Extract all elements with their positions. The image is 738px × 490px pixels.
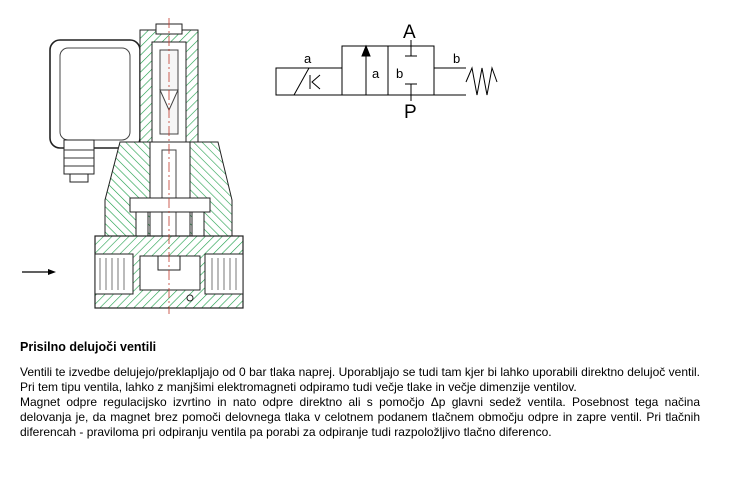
coil-housing [50, 40, 140, 148]
section-heading: Prisilno delujoči ventili [20, 340, 157, 354]
paragraph-2: Magnet odpre regulacijsko izvrtino in nato odpre direktno ali s pomočjo Δp glavni sedež ventila. Posebnost tega načina delovanja je, da magnet brez pomoči delovnega tlaka v celotnem podanem tlačnem območju odpre in zapre ventil. Pri tlačnih diferencah - praviloma pri odpiranju ventila pa porabi za odpiranje tudi razpoložljivo tlačno diferenco. [20, 395, 700, 439]
return-spring [466, 68, 497, 95]
description-block [20, 340, 700, 440]
label-a-left: a [304, 51, 312, 66]
valve-cross-section [50, 18, 243, 314]
port-label-p: P [404, 102, 417, 123]
solenoid-actuator [276, 68, 342, 95]
label-a-mid: a [372, 66, 380, 81]
inlet-port [95, 254, 133, 294]
flow-arrow [22, 269, 56, 275]
label-b-right: b [453, 51, 461, 66]
cable-gland [64, 140, 94, 174]
port-label-a: A [403, 22, 416, 43]
valve-symbol [276, 40, 497, 101]
paragraph-1: Ventili te izvedbe delujejo/preklapljajo od 0 bar tlaka naprej. Uporabljajo se tudi tam kjer bi lahko uporabili direktno delujoč ventil. Pri tem tipu ventila, lahko z manjšimi elektromagneti odpiramo tudi večje tlake in večje dimenzije ventilov. [20, 365, 700, 394]
label-b-mid: b [396, 66, 404, 81]
